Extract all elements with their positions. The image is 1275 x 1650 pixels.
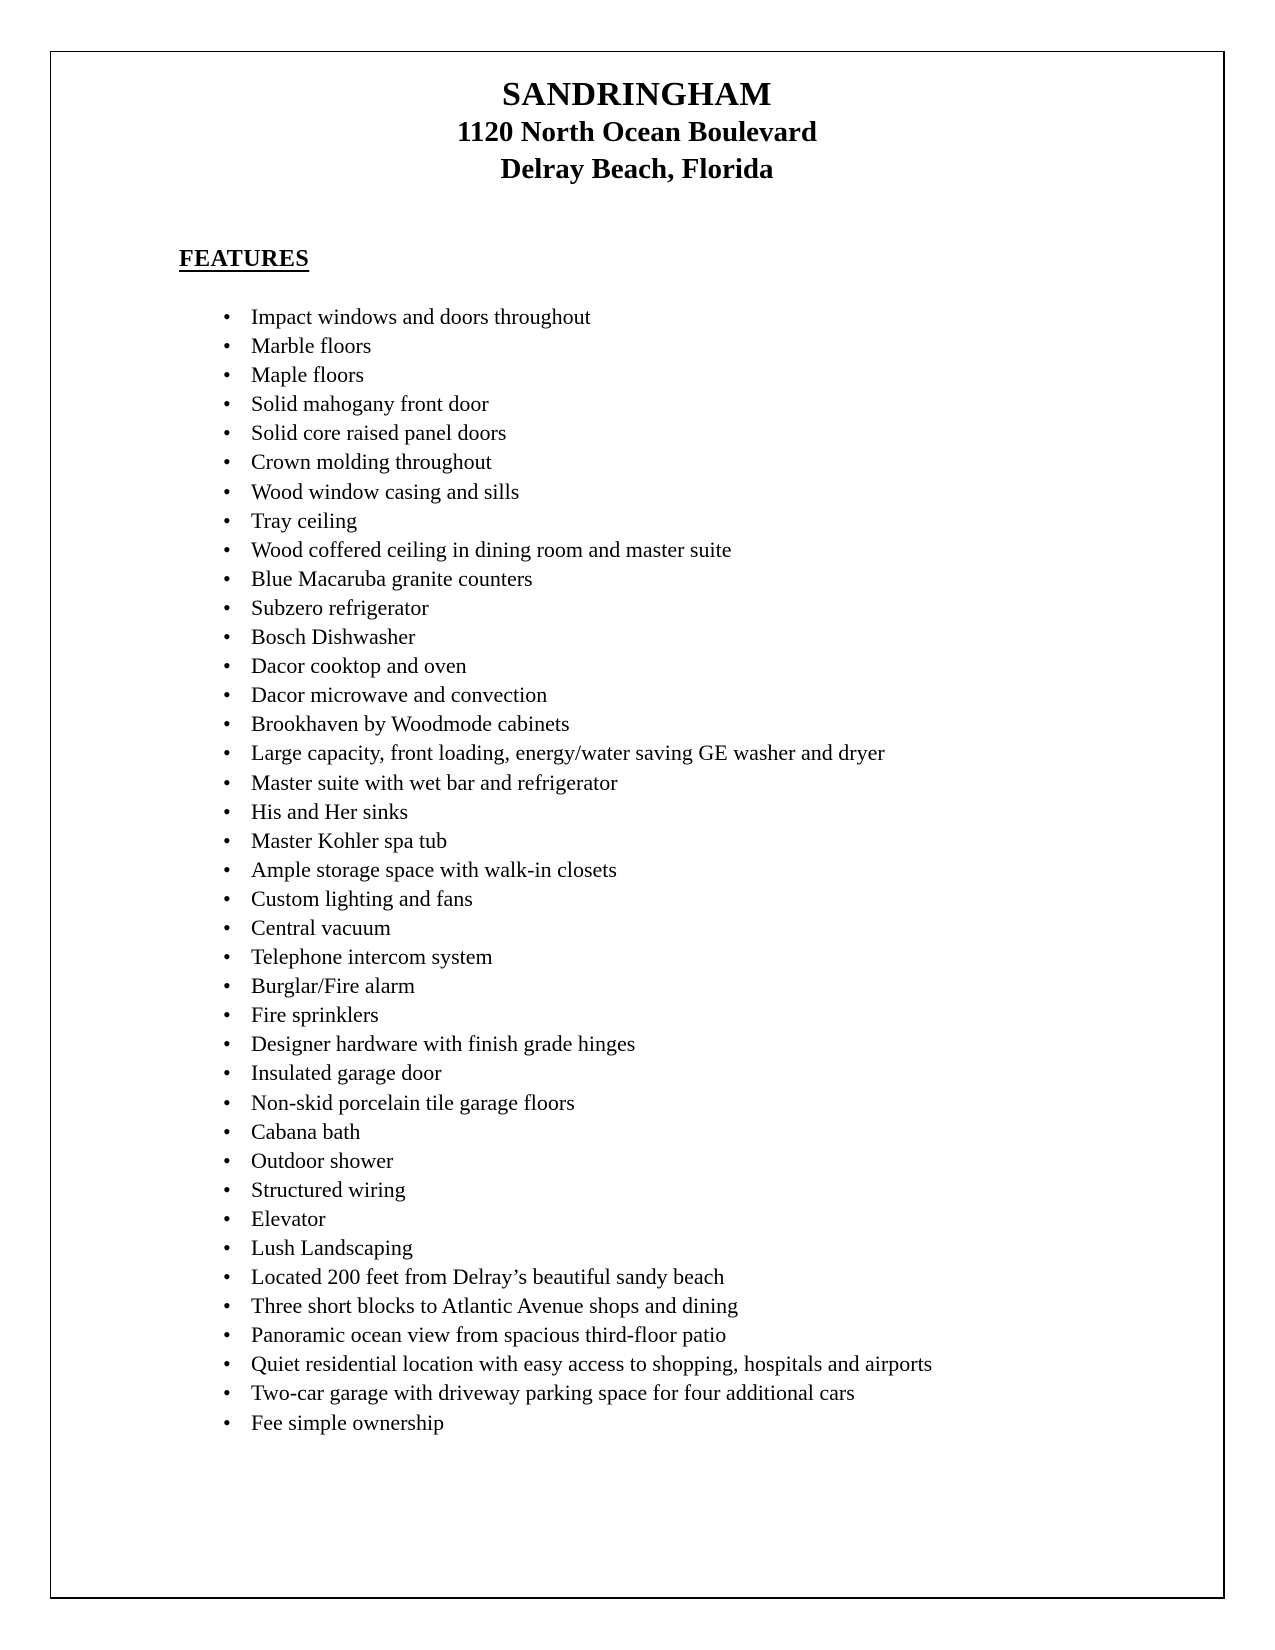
bullet-icon: • xyxy=(223,536,231,562)
bullet-icon: • xyxy=(223,304,231,329)
feature-text: Two-car garage with driveway parking space for four additional cars xyxy=(251,1380,855,1406)
feature-text: Brookhaven by Woodmode cabinets xyxy=(251,711,570,737)
feature-text: Fire sprinklers xyxy=(251,1002,379,1028)
feature-item xyxy=(223,622,1183,651)
bullet-icon: • xyxy=(223,1409,231,1435)
feature-text: Outdoor shower xyxy=(251,1147,394,1173)
feature-text: Dacor microwave and convection xyxy=(251,682,548,708)
features-heading: FEATURES xyxy=(179,246,310,272)
feature-text: Master Kohler spa tub xyxy=(251,827,448,853)
bullet-icon: • xyxy=(223,1264,231,1290)
title-block xyxy=(51,52,1223,188)
feature-item xyxy=(223,651,1183,680)
bullet-icon: • xyxy=(223,1060,231,1086)
feature-item xyxy=(223,1204,1183,1233)
feature-item xyxy=(223,1320,1183,1349)
feature-item xyxy=(223,768,1183,797)
bullet-icon: • xyxy=(223,1002,231,1028)
bullet-icon: • xyxy=(223,478,231,504)
feature-item xyxy=(223,1175,1183,1204)
feature-item xyxy=(223,302,1183,331)
feature-text: Located 200 feet from Delray’s beautiful sandy beach xyxy=(251,1264,725,1290)
feature-text: Quiet residential location with easy access to shopping, hospitals and airports xyxy=(251,1351,933,1377)
bullet-icon: • xyxy=(223,1235,231,1260)
bullet-icon: • xyxy=(223,973,231,999)
feature-item xyxy=(223,447,1183,476)
feature-text: Dacor cooktop and oven xyxy=(251,653,467,679)
bullet-icon: • xyxy=(223,1351,231,1377)
feature-text: Subzero refrigerator xyxy=(251,594,429,620)
feature-item xyxy=(223,1058,1183,1087)
feature-item xyxy=(223,1233,1183,1262)
bullet-icon: • xyxy=(223,565,231,591)
feature-text: Impact windows and doors throughout xyxy=(251,304,591,329)
bullet-icon: • xyxy=(223,653,231,679)
feature-text: Fee simple ownership xyxy=(251,1409,445,1435)
feature-text: Cabana bath xyxy=(251,1118,361,1144)
bullet-icon: • xyxy=(223,1380,231,1406)
feature-item xyxy=(223,506,1183,535)
feature-item xyxy=(223,797,1183,826)
feature-item xyxy=(223,1408,1183,1437)
feature-text: Wood coffered ceiling in dining room and master suite xyxy=(251,536,732,562)
bullet-icon: • xyxy=(223,391,231,417)
feature-item xyxy=(223,709,1183,738)
feature-text: His and Her sinks xyxy=(251,798,409,824)
feature-text: Three short blocks to Atlantic Avenue shops and dining xyxy=(251,1293,739,1319)
feature-item xyxy=(223,1262,1183,1291)
bullet-icon: • xyxy=(223,362,231,388)
feature-item xyxy=(223,360,1183,389)
bullet-icon: • xyxy=(223,507,231,533)
feature-item xyxy=(223,884,1183,913)
feature-text: Central vacuum xyxy=(251,914,391,940)
bullet-icon: • xyxy=(223,420,231,446)
feature-item xyxy=(223,1088,1183,1117)
feature-item xyxy=(223,477,1183,506)
address-line-2: Delray Beach, Florida xyxy=(500,153,774,185)
feature-item xyxy=(223,593,1183,622)
feature-item xyxy=(223,1000,1183,1029)
feature-item xyxy=(223,1291,1183,1320)
feature-item xyxy=(223,855,1183,884)
address-line-1: 1120 North Ocean Boulevard xyxy=(456,116,818,148)
feature-text: Custom lighting and fans xyxy=(251,885,473,911)
feature-item xyxy=(223,826,1183,855)
bullet-icon: • xyxy=(223,914,231,940)
feature-text: Maple floors xyxy=(251,362,365,388)
feature-item xyxy=(223,1117,1183,1146)
feature-text: Ample storage space with walk-in closets xyxy=(251,856,617,882)
feature-text: Marble floors xyxy=(251,333,372,359)
bullet-icon: • xyxy=(223,1089,231,1115)
feature-text: Designer hardware with finish grade hinges xyxy=(251,1031,636,1057)
bullet-icon: • xyxy=(223,769,231,795)
feature-text: Wood window casing and sills xyxy=(251,478,520,504)
feature-text: Elevator xyxy=(251,1205,326,1231)
bullet-icon: • xyxy=(223,624,231,650)
document-title: SANDRINGHAM xyxy=(502,76,772,113)
bullet-icon: • xyxy=(223,1031,231,1057)
feature-item xyxy=(223,971,1183,1000)
feature-item xyxy=(223,1378,1183,1407)
feature-text: Solid mahogany front door xyxy=(251,391,489,417)
bullet-icon: • xyxy=(223,1118,231,1144)
feature-text: Master suite with wet bar and refrigerator xyxy=(251,769,618,795)
feature-item xyxy=(223,1029,1183,1058)
feature-text: Burglar/Fire alarm xyxy=(251,973,415,999)
bullet-icon: • xyxy=(223,1147,231,1173)
bullet-icon: • xyxy=(223,740,231,766)
feature-item xyxy=(223,331,1183,360)
feature-item xyxy=(223,942,1183,971)
bullet-icon: • xyxy=(223,333,231,359)
feature-item xyxy=(223,564,1183,593)
features-list xyxy=(223,302,1183,1437)
bullet-icon: • xyxy=(223,944,231,970)
bullet-icon: • xyxy=(223,798,231,824)
bullet-icon: • xyxy=(223,1293,231,1319)
bullet-icon: • xyxy=(223,1322,231,1348)
feature-text: Non-skid porcelain tile garage floors xyxy=(251,1089,575,1115)
feature-text: Telephone intercom system xyxy=(251,944,493,970)
feature-text: Large capacity, front loading, energy/water saving GE washer and dryer xyxy=(251,740,885,766)
bullet-icon: • xyxy=(223,827,231,853)
feature-item xyxy=(223,738,1183,767)
feature-item xyxy=(223,680,1183,709)
feature-text: Panoramic ocean view from spacious third-floor patio xyxy=(251,1322,727,1348)
bullet-icon: • xyxy=(223,682,231,708)
feature-text: Lush Landscaping xyxy=(251,1235,413,1260)
bullet-icon: • xyxy=(223,449,231,475)
bullet-icon: • xyxy=(223,856,231,882)
feature-text: Solid core raised panel doors xyxy=(251,420,507,446)
bullet-icon: • xyxy=(223,711,231,737)
bullet-icon: • xyxy=(223,1205,231,1231)
bullet-icon: • xyxy=(223,1176,231,1202)
feature-text: Insulated garage door xyxy=(251,1060,442,1086)
feature-text: Structured wiring xyxy=(251,1176,406,1202)
feature-item xyxy=(223,1146,1183,1175)
feature-item xyxy=(223,1349,1183,1378)
bullet-icon: • xyxy=(223,885,231,911)
feature-item xyxy=(223,535,1183,564)
feature-item xyxy=(223,418,1183,447)
feature-text: Blue Macaruba granite counters xyxy=(251,565,533,591)
feature-item xyxy=(223,913,1183,942)
feature-item xyxy=(223,389,1183,418)
feature-text: Tray ceiling xyxy=(251,507,358,533)
page-border xyxy=(50,51,1225,1599)
feature-text: Bosch Dishwasher xyxy=(251,624,416,650)
feature-text: Crown molding throughout xyxy=(251,449,492,475)
bullet-icon: • xyxy=(223,594,231,620)
